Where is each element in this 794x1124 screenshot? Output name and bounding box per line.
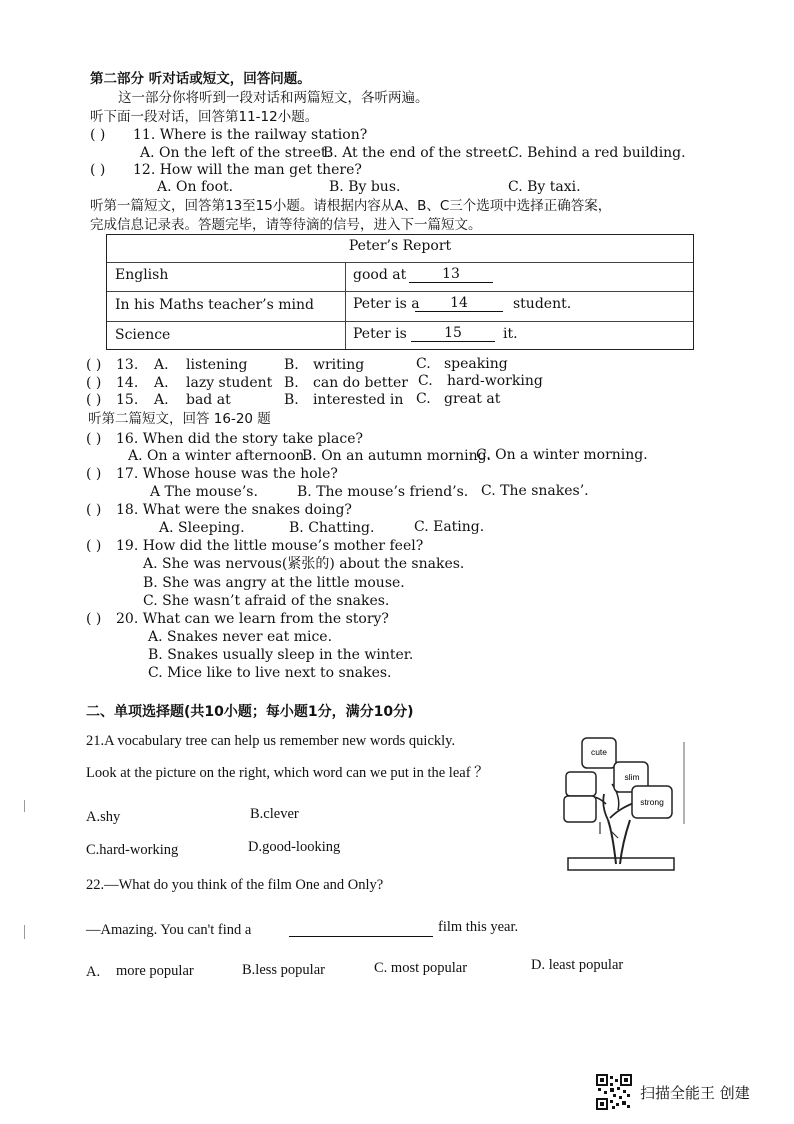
- option-16-c: C. On a winter morning.: [476, 447, 648, 463]
- leaf-word-cute: cute: [590, 747, 608, 757]
- option-12-c: C. By taxi.: [508, 179, 581, 195]
- report-prefix: good at: [353, 267, 407, 283]
- question-12-stem: 12. How will the man get there?: [133, 162, 362, 178]
- option-22-a: more popular: [116, 963, 194, 979]
- leaf-empty[interactable]: [566, 772, 596, 796]
- answer-bracket-18[interactable]: ( ): [86, 502, 102, 518]
- question-18-stem: 18. What were the snakes doing?: [116, 502, 352, 518]
- option-14-a: lazy student: [186, 375, 273, 391]
- qr-code-icon: [596, 1074, 632, 1110]
- answer-bracket-13[interactable]: ( ): [86, 357, 102, 373]
- question-20-stem: 20. What can we learn from the story?: [116, 611, 389, 627]
- option-14-a-letter: A.: [154, 375, 169, 391]
- question-17-stem: 17. Whose house was the hole?: [116, 466, 338, 482]
- option-18-c: C. Eating.: [414, 519, 485, 535]
- option-15-c: great at: [444, 391, 501, 407]
- report-table: [106, 234, 694, 350]
- answer-bracket-16[interactable]: ( ): [86, 431, 102, 447]
- option-19-b: B. She was angry at the little mouse.: [143, 575, 405, 591]
- answer-bracket-15[interactable]: ( ): [86, 392, 102, 408]
- option-22-c: C. most popular: [374, 960, 468, 976]
- answer-bracket-14[interactable]: ( ): [86, 375, 102, 391]
- option-20-a: A. Snakes never eat mice.: [148, 629, 333, 645]
- scan-mark: [24, 925, 25, 939]
- option-18-b: B. Chatting.: [289, 520, 375, 536]
- report-blank-14[interactable]: 14: [415, 295, 503, 312]
- option-14-b: can do better: [313, 375, 408, 391]
- option-22-b: B.less popular: [242, 962, 325, 978]
- option-12-b: B. By bus.: [329, 179, 401, 195]
- scan-mark: [24, 800, 25, 812]
- report-suffix: it.: [503, 326, 518, 342]
- option-14-c: hard-working: [447, 373, 543, 389]
- option-22-a-letter: A.: [86, 964, 101, 980]
- part2-intro: 这一部分你将听到一段对话和两篇短文，各听两遍。: [118, 90, 429, 106]
- answer-bracket-11[interactable]: ( ): [90, 127, 106, 143]
- question-22-blank[interactable]: [289, 921, 433, 937]
- answer-bracket-12[interactable]: ( ): [90, 162, 106, 178]
- option-15-a-letter: A.: [154, 392, 169, 408]
- question-21-stem-line1: 21.A vocabulary tree can help us remember new words quickly.: [86, 733, 456, 749]
- question-14-num: 14.: [116, 375, 139, 391]
- question-19-stem: 19. How did the little mouse’s mother feel?: [116, 538, 424, 554]
- scanner-watermark: 扫描全能王 创建: [640, 1084, 750, 1102]
- option-11-c: C. Behind a red building.: [508, 145, 686, 161]
- answer-bracket-20[interactable]: ( ): [86, 611, 102, 627]
- option-19-a: A. She was nervous(紧张的) about the snakes.: [143, 556, 465, 572]
- option-13-b: writing: [313, 357, 365, 373]
- report-suffix: student.: [513, 296, 572, 312]
- option-13-c: speaking: [444, 356, 508, 372]
- answer-bracket-17[interactable]: ( ): [86, 466, 102, 482]
- section2-title: 二、单项选择题(共10小题；每小题1分，满分10分): [86, 704, 414, 720]
- option-14-c-letter: C.: [418, 373, 433, 389]
- option-21-d: D.good-looking: [248, 839, 341, 855]
- option-11-b: B. At the end of the street.: [323, 145, 512, 161]
- report-subject: English: [115, 267, 169, 283]
- option-17-a: A The mouse’s.: [150, 484, 258, 500]
- option-14-b-letter: B.: [284, 375, 299, 391]
- option-13-a-letter: A.: [154, 357, 169, 373]
- option-15-a: bad at: [186, 392, 231, 408]
- dialog-instruction: 听下面一段对话，回答第11-12小题。: [90, 109, 319, 125]
- question-21-stem-line2: Look at the picture on the right, which word can we put in the leaf ？: [86, 765, 489, 781]
- report-title: Peter’s Report: [348, 238, 452, 254]
- option-17-c: C. The snakes’.: [481, 483, 589, 499]
- option-22-d: D. least popular: [531, 957, 624, 973]
- question-11-stem: 11. Where is the railway station?: [133, 127, 368, 143]
- option-15-b: interested in: [313, 392, 404, 408]
- option-20-c: C. Mice like to live next to snakes.: [148, 665, 392, 681]
- report-subject: Science: [115, 327, 171, 343]
- option-16-a: A. On a winter afternoon.: [128, 448, 309, 464]
- option-21-a: A.shy: [86, 809, 121, 825]
- question-13-num: 13.: [116, 357, 139, 373]
- option-21-b: B.clever: [250, 806, 299, 822]
- option-13-b-letter: B.: [284, 357, 299, 373]
- answer-bracket-19[interactable]: ( ): [86, 538, 102, 554]
- passage1-instruction-line2: 完成信息记录表。答题完毕，请等待滴的信号，进入下一篇短文。: [90, 217, 482, 233]
- option-15-b-letter: B.: [284, 392, 299, 408]
- part2-title: 第二部分 听对话或短文，回答问题。: [90, 71, 311, 87]
- vocabulary-tree-image: [548, 734, 688, 878]
- report-subject: In his Maths teacher’s mind: [115, 297, 314, 313]
- option-19-c: C. She wasn’t afraid of the snakes.: [143, 593, 390, 609]
- option-13-a: listening: [186, 357, 248, 373]
- report-blank-15[interactable]: 15: [411, 325, 495, 342]
- report-prefix: Peter is a: [353, 296, 420, 312]
- passage1-instruction-line1: 听第一篇短文，回答第13至15小题。请根据内容从A、B、C三个选项中选择正确答案，: [90, 198, 612, 214]
- option-13-c-letter: C.: [416, 356, 431, 372]
- option-12-a: A. On foot.: [157, 179, 234, 195]
- report-blank-13[interactable]: 13: [409, 266, 493, 283]
- option-15-c-letter: C.: [416, 391, 431, 407]
- question-22-stem-after: film this year.: [438, 919, 519, 935]
- question-16-stem: 16. When did the story take place?: [116, 431, 364, 447]
- leaf-word-slim: slim: [624, 772, 640, 782]
- report-prefix: Peter is: [353, 326, 407, 342]
- question-22-stem-before: —Amazing. You can't find a: [86, 922, 252, 938]
- question-15-num: 15.: [116, 392, 139, 408]
- option-11-a: A. On the left of the street.: [140, 145, 331, 161]
- option-17-b: B. The mouse’s friend’s.: [297, 484, 469, 500]
- question-22-stem-line1: 22.—What do you think of the film One and Only?: [86, 877, 384, 893]
- leaf-empty: [564, 796, 596, 822]
- passage2-instruction: 听第二篇短文，回答 16-20 题: [88, 411, 271, 427]
- option-20-b: B. Snakes usually sleep in the winter.: [148, 647, 414, 663]
- option-18-a: A. Sleeping.: [159, 520, 245, 536]
- leaf-word-strong: strong: [640, 797, 664, 807]
- option-21-c: C.hard-working: [86, 842, 179, 858]
- option-16-b: B. On an autumn morning.: [302, 448, 492, 464]
